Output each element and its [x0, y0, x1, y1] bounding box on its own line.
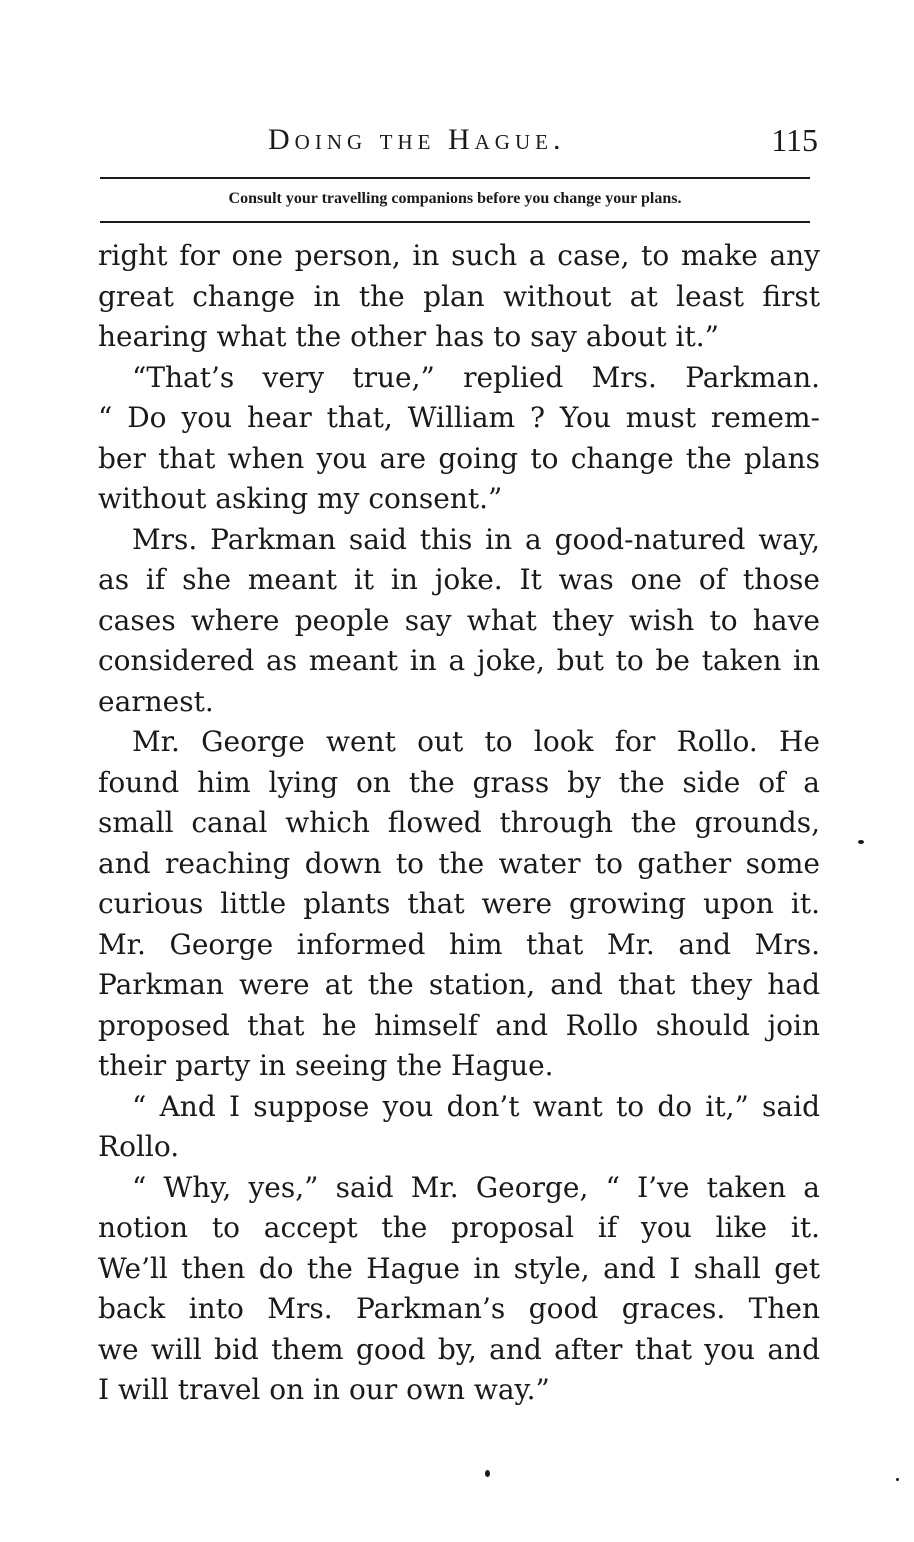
text-line: hearing what the other has to say about it.” — [98, 320, 719, 353]
ink-speck — [485, 1470, 490, 1477]
text-line: “ And I suppose you don’t want to do it,” said — [132, 1089, 820, 1123]
page-number: 115 — [771, 122, 818, 158]
text-line: ber that when you are going to change the plans — [98, 441, 820, 475]
text-line: right for one person, in such a case, to make any — [98, 239, 820, 272]
text-line: “ Do you hear that, William ? You must remem- — [98, 401, 820, 434]
text-line: I will travel on in our own way.” — [98, 1373, 550, 1406]
text-line: as if she meant it in joke. It was one of those — [98, 563, 820, 596]
top-rule — [100, 177, 810, 179]
text-line: their party in seeing the Hague. — [98, 1049, 554, 1082]
text-line: great change in the plan without at least first — [98, 279, 820, 313]
text-line: Rollo. — [98, 1130, 180, 1163]
text-line: We’ll then do the Hague in style, and I shall get — [98, 1251, 820, 1285]
text-line: Mr. George informed him that Mr. and Mrs. — [98, 927, 820, 961]
text-line: “That’s very true,” replied Mrs. Parkman. — [132, 360, 820, 394]
text-line: earnest. — [98, 684, 214, 718]
text-line: Parkman were at the station, and that they had — [98, 968, 820, 1001]
text-line: small canal which flowed through the grounds, — [98, 806, 820, 839]
running-title: Doing the Hague. — [268, 123, 566, 156]
body-text — [98, 236, 820, 1411]
text-line: “ Why, yes,” said Mr. George, “ I’ve taken a — [132, 1170, 820, 1204]
text-line: cases where people say what they wish to have — [98, 603, 820, 637]
ink-speck — [858, 840, 864, 844]
text-line: considered as meant in a joke, but to be taken in — [98, 644, 820, 677]
running-head — [98, 118, 820, 162]
text-line: Mr. George went out to look for Rollo. He — [132, 725, 820, 758]
text-line: curious little plants that were growing upon it. — [98, 887, 820, 920]
text-line: without asking my consent.” — [98, 482, 503, 515]
page-headline: Consult your travelling companions before you change your plans. — [228, 190, 682, 207]
text-line: found him lying on the grass by the side of a — [98, 765, 820, 799]
text-line: we will bid them good by, and after that you and — [98, 1332, 820, 1366]
text-line: and reaching down to the water to gather some — [98, 846, 820, 880]
ink-speck — [896, 1478, 899, 1481]
text-line: proposed that he himself and Rollo should join — [98, 1008, 820, 1042]
text-line: Mrs. Parkman said this in a good-natured way, — [132, 522, 820, 556]
bottom-rule — [100, 221, 810, 223]
text-line: back into Mrs. Parkman’s good graces. Then — [98, 1292, 820, 1325]
text-line: notion to accept the proposal if you like it. — [98, 1211, 820, 1244]
